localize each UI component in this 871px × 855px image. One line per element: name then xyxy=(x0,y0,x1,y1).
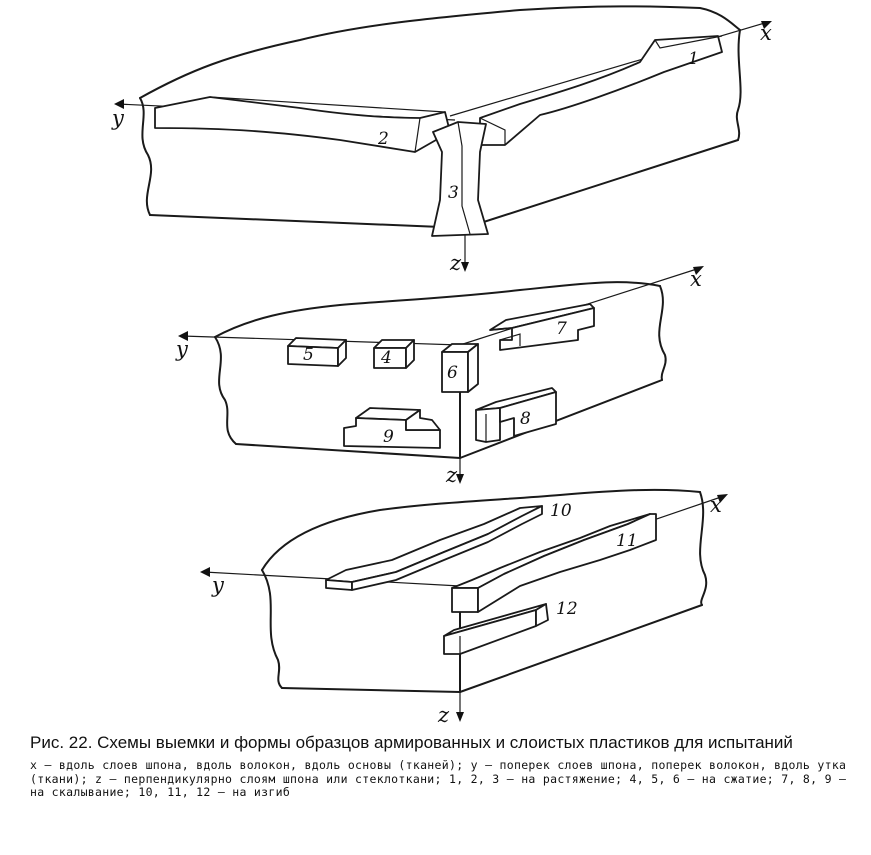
specimen-6-label: 6 xyxy=(447,363,458,383)
specimen-5-label: 5 xyxy=(303,345,314,365)
panel-3-x-label: x xyxy=(710,493,722,517)
specimen-7 xyxy=(490,304,594,350)
specimen-11-label: 11 xyxy=(616,531,638,551)
specimen-9-label: 9 xyxy=(383,427,394,447)
panel-3-y-label: y xyxy=(212,573,224,597)
specimen-7-label: 7 xyxy=(556,319,567,339)
specimen-3 xyxy=(432,122,488,236)
panel-3-z-arrow xyxy=(456,712,464,722)
panel-2-block-right xyxy=(659,286,665,380)
panel-1-z-label: z xyxy=(450,251,462,275)
panel-3 xyxy=(200,490,728,725)
specimen-4 xyxy=(374,340,414,368)
panel-2-y-label: y xyxy=(176,337,188,361)
panel-1-z-arrow xyxy=(461,262,469,272)
panel-1-block-left xyxy=(140,98,151,215)
specimen-1 xyxy=(480,36,722,145)
panel-1-block-right xyxy=(737,30,741,140)
specimen-10-label: 10 xyxy=(550,501,572,521)
panel-2-z-label: z xyxy=(446,463,458,487)
panel-2-block-left xyxy=(215,337,236,444)
panel-2-x-label: x xyxy=(690,267,702,291)
panel-1-y-label: y xyxy=(112,106,124,130)
specimen-3-label: 3 xyxy=(448,183,459,203)
specimen-12-label: 12 xyxy=(556,599,578,619)
panel-3-z-label: z xyxy=(438,703,450,725)
figure-caption xyxy=(30,733,855,800)
panel-3-block-bottom xyxy=(282,605,702,692)
caption-title: Рис. 22. Схемы выемки и формы образцов армированных и слоистых пластиков для испытаний xyxy=(30,733,793,752)
panel-1 xyxy=(111,6,772,275)
specimen-2-label: 2 xyxy=(378,129,389,149)
specimen-4-label: 4 xyxy=(381,348,392,368)
specimen-2 xyxy=(155,97,450,152)
specimen-5 xyxy=(288,338,346,366)
panel-1-x-label: x xyxy=(760,21,772,45)
caption-note: x — вдоль слоев шпона, вдоль волокон, вдоль основы (тканей); y — поперек слоев шпона, поперек волокон, вдоль утка (ткани); z — перпендикулярно слоям шпона или стеклоткани; 1, 2, 3 — на растяжение; 4, 5, 6 — на сжатие; 7, 8, 9 — на скалывание; 10, 11, 12 — на изгиб xyxy=(30,758,847,799)
panel-2 xyxy=(175,266,704,487)
specimen-8 xyxy=(476,388,556,442)
panel-3-block-left xyxy=(262,570,282,688)
panel-3-y-arrow xyxy=(200,567,210,577)
specimen-8-label: 8 xyxy=(520,409,531,429)
specimen-1-label: 1 xyxy=(688,49,699,69)
panel-3-block-right xyxy=(700,492,706,605)
panel-2-z-arrow xyxy=(456,474,464,484)
